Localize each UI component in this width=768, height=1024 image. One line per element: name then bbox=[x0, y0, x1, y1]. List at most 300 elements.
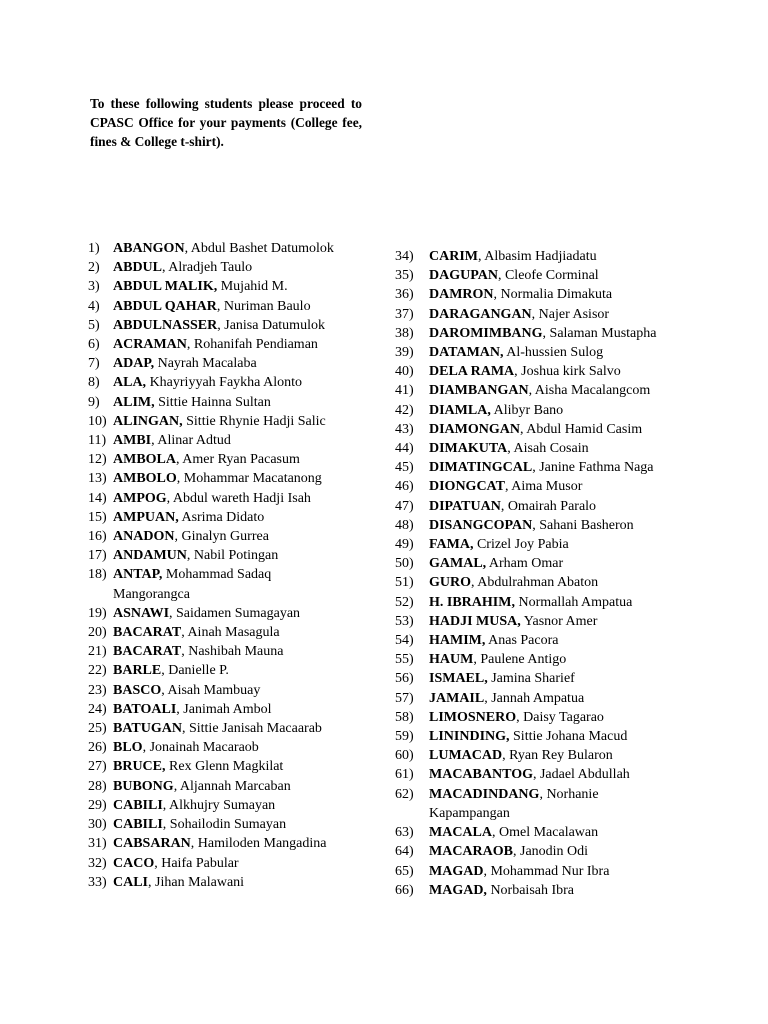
student-surname: MACALA bbox=[429, 825, 492, 841]
student-entry bbox=[395, 305, 735, 324]
student-entry bbox=[88, 565, 388, 603]
student-surname: CABILI bbox=[113, 817, 163, 833]
student-surname: LININDING, bbox=[429, 729, 510, 745]
student-surname: MACARAOB bbox=[429, 844, 513, 860]
entry-number: 33) bbox=[88, 874, 107, 890]
entry-number: 13) bbox=[88, 471, 107, 487]
student-given-name: Sittie Johana Macud bbox=[513, 729, 628, 745]
student-entry bbox=[395, 727, 735, 746]
entry-number: 12) bbox=[88, 452, 107, 468]
entry-number: 16) bbox=[88, 529, 107, 545]
student-entry bbox=[88, 393, 388, 412]
name-separator: , bbox=[478, 249, 485, 264]
student-surname: AMBOLA bbox=[113, 452, 176, 468]
name-separator: , bbox=[151, 433, 158, 449]
student-given-name: Aisah Mambuay bbox=[167, 682, 261, 698]
student-given-name: Nayrah Macalaba bbox=[157, 356, 257, 372]
name-separator: , bbox=[528, 383, 535, 399]
student-given-name: Normallah Ampatua bbox=[518, 594, 633, 610]
student-surname: ADAP, bbox=[113, 356, 155, 372]
student-given-name: Arham Omar bbox=[488, 556, 564, 572]
student-given-name: Yasnor Amer bbox=[523, 613, 598, 629]
student-entry bbox=[88, 738, 388, 757]
student-entry bbox=[395, 477, 735, 496]
student-given-name: Mohammad Nur Ibra bbox=[490, 863, 610, 879]
student-surname: AMPOG bbox=[113, 490, 167, 506]
entry-number: 37) bbox=[395, 306, 414, 322]
student-given-name: Alinar Adtud bbox=[157, 433, 231, 449]
entry-number: 40) bbox=[395, 364, 414, 380]
student-given-name: Norhanie bbox=[546, 786, 599, 802]
entry-number: 3) bbox=[88, 279, 100, 295]
name-separator: , bbox=[186, 337, 194, 353]
student-entry bbox=[395, 593, 735, 612]
student-given-name: Abdul Hamid Casim bbox=[526, 421, 643, 437]
student-surname: DAGUPAN bbox=[429, 268, 498, 284]
entry-number: 56) bbox=[395, 671, 414, 687]
entry-number: 14) bbox=[88, 490, 107, 506]
name-separator: , bbox=[173, 778, 180, 794]
entry-number: 26) bbox=[88, 740, 107, 756]
student-entry bbox=[88, 642, 388, 661]
student-entry bbox=[395, 497, 735, 516]
entry-number: 1) bbox=[88, 241, 100, 256]
student-entry bbox=[88, 316, 388, 335]
name-separator: , bbox=[539, 786, 547, 802]
student-surname: BRUCE, bbox=[113, 759, 166, 775]
student-given-name: Sittie Janisah Macaarab bbox=[188, 721, 322, 737]
student-surname: ABANGON bbox=[113, 241, 185, 256]
entry-number: 7) bbox=[88, 356, 100, 372]
name-separator: , bbox=[176, 471, 184, 487]
student-entry bbox=[88, 661, 388, 680]
name-separator: , bbox=[181, 625, 188, 641]
student-given-name: Aljannah Marcaban bbox=[179, 778, 291, 794]
student-surname: CALI bbox=[113, 874, 149, 890]
student-surname: ACRAMAN bbox=[113, 337, 187, 353]
name-separator: , bbox=[161, 682, 168, 698]
entry-number: 43) bbox=[395, 421, 414, 437]
student-given-name: Rohanifah Pendiaman bbox=[193, 337, 318, 353]
student-surname: MACABANTOG bbox=[429, 767, 533, 783]
student-given-name: Mohammar Macatanong bbox=[183, 471, 322, 487]
student-entry bbox=[88, 604, 388, 623]
student-entry bbox=[395, 439, 735, 458]
student-entry bbox=[88, 757, 388, 776]
entry-number: 29) bbox=[88, 797, 107, 813]
entry-number: 23) bbox=[88, 682, 107, 698]
student-given-name: Janimah Ambol bbox=[183, 701, 272, 717]
student-surname: CABSARAN bbox=[113, 836, 191, 852]
student-entry bbox=[395, 631, 735, 650]
student-given-name: Omel Macalawan bbox=[499, 825, 599, 841]
student-surname: BUBONG bbox=[113, 778, 174, 794]
entry-number: 51) bbox=[395, 575, 414, 591]
student-surname: GAMAL, bbox=[429, 556, 487, 572]
student-entry bbox=[395, 266, 735, 285]
student-surname: DIAMLA, bbox=[429, 402, 491, 418]
student-given-name: Mohammad Sadaq bbox=[165, 567, 272, 583]
student-surname: BATOALI bbox=[113, 701, 177, 717]
student-surname: DATAMAN, bbox=[429, 345, 504, 361]
student-surname: DARAGANGAN bbox=[429, 306, 532, 322]
entry-number: 24) bbox=[88, 701, 107, 717]
name-separator: , bbox=[531, 306, 539, 322]
student-surname: AMBOLO bbox=[113, 471, 177, 487]
student-given-name: Mujahid M. bbox=[220, 279, 288, 295]
student-given-name: Al-hussien Sulog bbox=[506, 345, 604, 361]
student-given-name: Alkhujry Sumayan bbox=[169, 797, 276, 813]
entry-number: 6) bbox=[88, 337, 100, 353]
student-surname: DIAMONGAN bbox=[429, 421, 520, 437]
name-separator: , bbox=[516, 709, 524, 725]
student-given-name: Jamina Sharief bbox=[491, 671, 575, 687]
student-entry bbox=[88, 854, 388, 873]
student-given-name: Salaman Mustapha bbox=[549, 325, 657, 341]
student-given-name: Ginalyn Gurrea bbox=[181, 529, 269, 545]
name-separator: , bbox=[507, 441, 514, 457]
name-separator: , bbox=[532, 767, 540, 783]
entry-number: 35) bbox=[395, 268, 414, 284]
student-given-name: Jannah Ampatua bbox=[491, 690, 585, 706]
entry-number: 31) bbox=[88, 836, 107, 852]
student-surname: H. IBRAHIM, bbox=[429, 594, 515, 610]
student-surname: BACARAT bbox=[113, 644, 182, 660]
name-separator: , bbox=[513, 844, 520, 860]
student-entry bbox=[88, 450, 388, 469]
student-surname: CARIM bbox=[429, 249, 478, 264]
student-entry bbox=[395, 420, 735, 439]
entry-number: 30) bbox=[88, 817, 107, 833]
name-separator: , bbox=[493, 287, 501, 303]
name-separator: , bbox=[162, 817, 170, 833]
student-surname: ASNAWI bbox=[113, 605, 170, 621]
entry-number: 2) bbox=[88, 260, 100, 276]
entry-number: 42) bbox=[395, 402, 414, 418]
name-separator: , bbox=[532, 517, 540, 533]
student-entry bbox=[88, 335, 388, 354]
student-entry bbox=[395, 746, 735, 765]
entry-number: 9) bbox=[88, 394, 100, 410]
student-entry bbox=[88, 546, 388, 565]
student-entry bbox=[88, 623, 388, 642]
student-entry bbox=[395, 881, 735, 900]
student-entry bbox=[88, 354, 388, 373]
entry-number: 36) bbox=[395, 287, 414, 303]
student-entry bbox=[88, 277, 388, 296]
student-surname: BARLE bbox=[113, 663, 162, 679]
student-entry bbox=[88, 239, 388, 258]
name-separator: , bbox=[217, 317, 225, 333]
student-surname: ISMAEL, bbox=[429, 671, 488, 687]
student-surname: ANADON bbox=[113, 529, 175, 545]
entry-number: 27) bbox=[88, 759, 107, 775]
entry-number: 60) bbox=[395, 748, 414, 764]
student-surname: CACO bbox=[113, 855, 155, 871]
entry-number: 44) bbox=[395, 441, 414, 457]
student-given-name: Jonainah Macaraob bbox=[149, 740, 259, 756]
name-separator: , bbox=[520, 421, 527, 437]
student-given-name: Abdul wareth Hadji Isah bbox=[172, 490, 311, 506]
student-list-right bbox=[395, 247, 735, 900]
student-entry bbox=[395, 343, 735, 362]
student-given-name: Nabil Potingan bbox=[193, 548, 279, 564]
student-entry bbox=[395, 708, 735, 727]
student-surname: HAUM bbox=[429, 652, 474, 668]
entry-number: 18) bbox=[88, 567, 107, 583]
student-given-name: Aima Musor bbox=[511, 479, 583, 495]
student-entry bbox=[395, 612, 735, 631]
entry-number: 58) bbox=[395, 709, 414, 725]
student-surname: GURO bbox=[429, 575, 471, 591]
entry-number: 21) bbox=[88, 644, 107, 660]
student-entry bbox=[395, 535, 735, 554]
entry-number: 10) bbox=[88, 413, 107, 429]
student-given-name: Albasim Hadjiadatu bbox=[484, 249, 597, 264]
student-surname: AMPUAN, bbox=[113, 509, 179, 525]
entry-number: 25) bbox=[88, 721, 107, 737]
entry-number: 8) bbox=[88, 375, 100, 391]
name-separator: , bbox=[162, 797, 170, 813]
name-separator: , bbox=[471, 575, 478, 591]
student-surname: LIMOSNERO bbox=[429, 709, 517, 725]
entry-number: 54) bbox=[395, 633, 414, 649]
student-entry bbox=[88, 508, 388, 527]
student-entry bbox=[395, 689, 735, 708]
student-given-name: Aisha Macalangcom bbox=[534, 383, 651, 399]
name-separator: , bbox=[181, 721, 189, 737]
student-given-name: Rex Glenn Magkilat bbox=[169, 759, 284, 775]
name-separator: , bbox=[148, 874, 156, 890]
student-entry bbox=[88, 412, 388, 431]
entry-number: 28) bbox=[88, 778, 107, 794]
student-surname: CABILI bbox=[113, 797, 163, 813]
entry-number: 47) bbox=[395, 498, 414, 514]
name-separator: , bbox=[161, 663, 169, 679]
student-surname: BATUGAN bbox=[113, 721, 182, 737]
name-separator: , bbox=[176, 452, 183, 468]
student-given-name: Ryan Rey Bularon bbox=[509, 748, 613, 764]
student-surname: DAMRON bbox=[429, 287, 494, 303]
student-given-name: Paulene Antigo bbox=[480, 652, 567, 668]
student-entry bbox=[395, 362, 735, 381]
student-name-continued: Mangorangca bbox=[113, 586, 190, 602]
student-surname: LUMACAD bbox=[429, 748, 503, 764]
student-entry bbox=[395, 516, 735, 535]
student-given-name: Sohailodin Sumayan bbox=[169, 817, 287, 833]
entry-number: 59) bbox=[395, 729, 414, 745]
entry-number: 53) bbox=[395, 613, 414, 629]
student-surname: DAROMIMBANG bbox=[429, 325, 543, 341]
student-entry bbox=[395, 669, 735, 688]
student-surname: ANDAMUN bbox=[113, 548, 187, 564]
student-entry bbox=[395, 324, 735, 343]
student-list-left bbox=[88, 239, 388, 892]
name-separator: , bbox=[484, 690, 492, 706]
student-given-name: Janine Fathma Naga bbox=[539, 460, 654, 476]
student-surname: FAMA, bbox=[429, 537, 474, 553]
name-separator: , bbox=[184, 241, 191, 256]
entry-number: 15) bbox=[88, 509, 107, 525]
student-entry bbox=[88, 681, 388, 700]
name-separator: , bbox=[176, 701, 184, 717]
entry-number: 41) bbox=[395, 383, 414, 399]
entry-number: 61) bbox=[395, 767, 414, 783]
student-surname: DIAMBANGAN bbox=[429, 383, 529, 399]
student-surname: ALA, bbox=[113, 375, 147, 391]
entry-number: 62) bbox=[395, 786, 414, 802]
entry-number: 55) bbox=[395, 652, 414, 668]
student-given-name: Nashibah Mauna bbox=[188, 644, 284, 660]
student-given-name: Alradjeh Taulo bbox=[168, 260, 253, 276]
name-separator: , bbox=[181, 644, 189, 660]
student-entry bbox=[395, 381, 735, 400]
name-separator: , bbox=[504, 479, 512, 495]
entry-number: 48) bbox=[395, 517, 414, 533]
student-entry bbox=[88, 815, 388, 834]
name-separator: , bbox=[216, 298, 224, 314]
entry-number: 46) bbox=[395, 479, 414, 495]
student-entry bbox=[395, 573, 735, 592]
student-entry bbox=[88, 297, 388, 316]
student-entry bbox=[88, 834, 388, 853]
student-given-name: Janisa Datumulok bbox=[224, 317, 325, 333]
name-separator: , bbox=[169, 605, 177, 621]
name-separator: , bbox=[473, 652, 481, 668]
name-separator: , bbox=[502, 748, 510, 764]
student-entry bbox=[395, 785, 735, 823]
student-given-name: Aisah Cosain bbox=[513, 441, 589, 457]
student-given-name: Sahani Basheron bbox=[539, 517, 634, 533]
name-separator: , bbox=[186, 548, 194, 564]
student-surname: HADJI MUSA, bbox=[429, 613, 521, 629]
entry-number: 52) bbox=[395, 594, 414, 610]
student-entry bbox=[88, 373, 388, 392]
student-given-name: Cleofe Corminal bbox=[504, 268, 599, 284]
entry-number: 65) bbox=[395, 863, 414, 879]
student-entry bbox=[88, 873, 388, 892]
student-surname: AMBI bbox=[113, 433, 152, 449]
entry-number: 39) bbox=[395, 345, 414, 361]
student-given-name: Omairah Paralo bbox=[507, 498, 597, 514]
student-surname: BASCO bbox=[113, 682, 162, 698]
student-given-name: Amer Ryan Pacasum bbox=[182, 452, 300, 468]
student-entry bbox=[88, 258, 388, 277]
student-entry bbox=[88, 489, 388, 508]
student-entry bbox=[395, 285, 735, 304]
student-surname: DIMAKUTA bbox=[429, 441, 508, 457]
name-separator: , bbox=[497, 268, 505, 284]
entry-number: 38) bbox=[395, 325, 414, 341]
student-given-name: Alibyr Bano bbox=[493, 402, 564, 418]
name-separator: , bbox=[174, 529, 182, 545]
name-separator: , bbox=[492, 825, 499, 841]
student-given-name: Crizel Joy Pabia bbox=[476, 537, 569, 553]
student-entry bbox=[395, 823, 735, 842]
student-given-name: Normalia Dimakuta bbox=[500, 287, 613, 303]
student-given-name: Daisy Tagarao bbox=[523, 709, 604, 725]
entry-number: 4) bbox=[88, 298, 100, 314]
name-separator: , bbox=[500, 498, 508, 514]
student-entry bbox=[88, 796, 388, 815]
student-surname: ABDUL MALIK, bbox=[113, 279, 218, 295]
student-given-name: Sittie Hainna Sultan bbox=[158, 394, 271, 410]
student-surname: DIMATINGCAL bbox=[429, 460, 533, 476]
student-entry bbox=[88, 719, 388, 738]
name-separator: , bbox=[532, 460, 540, 476]
student-given-name: Jadael Abdullah bbox=[539, 767, 630, 783]
entry-number: 57) bbox=[395, 690, 414, 706]
student-surname: DELA RAMA bbox=[429, 364, 515, 380]
student-surname: ABDUL QAHAR bbox=[113, 298, 217, 314]
student-entry bbox=[395, 765, 735, 784]
student-entry bbox=[395, 458, 735, 477]
student-entry bbox=[395, 862, 735, 881]
payment-notice: To these following students please proceed to CPASC Office for your payments (College fee, fines & College t-shirt). bbox=[90, 96, 362, 149]
entry-number: 66) bbox=[395, 882, 414, 898]
student-surname: ABDUL bbox=[113, 260, 163, 276]
student-entry bbox=[88, 469, 388, 488]
name-separator: , bbox=[483, 863, 491, 879]
entry-number: 50) bbox=[395, 556, 414, 572]
student-entry bbox=[88, 700, 388, 719]
student-entry bbox=[395, 401, 735, 420]
student-surname: HAMIM, bbox=[429, 633, 486, 649]
student-given-name: Jihan Malawani bbox=[155, 874, 245, 890]
student-entry bbox=[395, 842, 735, 861]
student-surname: DIONGCAT bbox=[429, 479, 505, 495]
name-separator: , bbox=[542, 325, 550, 341]
entry-number: 64) bbox=[395, 844, 414, 860]
student-given-name: Hamiloden Mangadina bbox=[197, 836, 327, 852]
student-surname: MAGAD bbox=[429, 863, 484, 879]
entry-number: 19) bbox=[88, 605, 107, 621]
student-surname: ALIM, bbox=[113, 394, 155, 410]
student-entry bbox=[395, 247, 735, 266]
entry-number: 22) bbox=[88, 663, 107, 679]
student-surname: MACADINDANG bbox=[429, 786, 540, 802]
student-surname: DIPATUAN bbox=[429, 498, 501, 514]
student-given-name: Asrima Didato bbox=[181, 509, 265, 525]
entry-number: 17) bbox=[88, 548, 107, 564]
entry-number: 11) bbox=[88, 433, 107, 449]
student-entry bbox=[395, 650, 735, 669]
entry-number: 63) bbox=[395, 825, 414, 841]
student-given-name: Janodin Odi bbox=[520, 844, 589, 860]
student-given-name: Norbaisah Ibra bbox=[490, 882, 575, 898]
student-given-name: Joshua kirk Salvo bbox=[521, 364, 621, 380]
student-entry bbox=[395, 554, 735, 573]
student-given-name: Abdulrahman Abaton bbox=[477, 575, 599, 591]
student-surname: ABDULNASSER bbox=[113, 317, 218, 333]
student-given-name: Nuriman Baulo bbox=[223, 298, 311, 314]
entry-number: 49) bbox=[395, 537, 414, 553]
student-surname: JAMAIL bbox=[429, 690, 485, 706]
name-separator: , bbox=[190, 836, 198, 852]
student-given-name: Anas Pacora bbox=[488, 633, 559, 649]
name-separator: , bbox=[142, 740, 150, 756]
student-given-name: Najer Asisor bbox=[538, 306, 610, 322]
name-separator: , bbox=[514, 364, 522, 380]
student-surname: ANTAP, bbox=[113, 567, 163, 583]
student-name-continued: Kapampangan bbox=[429, 805, 510, 821]
student-given-name: Sittie Rhynie Hadji Salic bbox=[186, 413, 326, 429]
student-given-name: Abdul Bashet Datumolok bbox=[190, 241, 334, 256]
name-separator: , bbox=[154, 855, 162, 871]
student-surname: BLO bbox=[113, 740, 143, 756]
entry-number: 34) bbox=[395, 249, 414, 264]
student-surname: DISANGCOPAN bbox=[429, 517, 533, 533]
